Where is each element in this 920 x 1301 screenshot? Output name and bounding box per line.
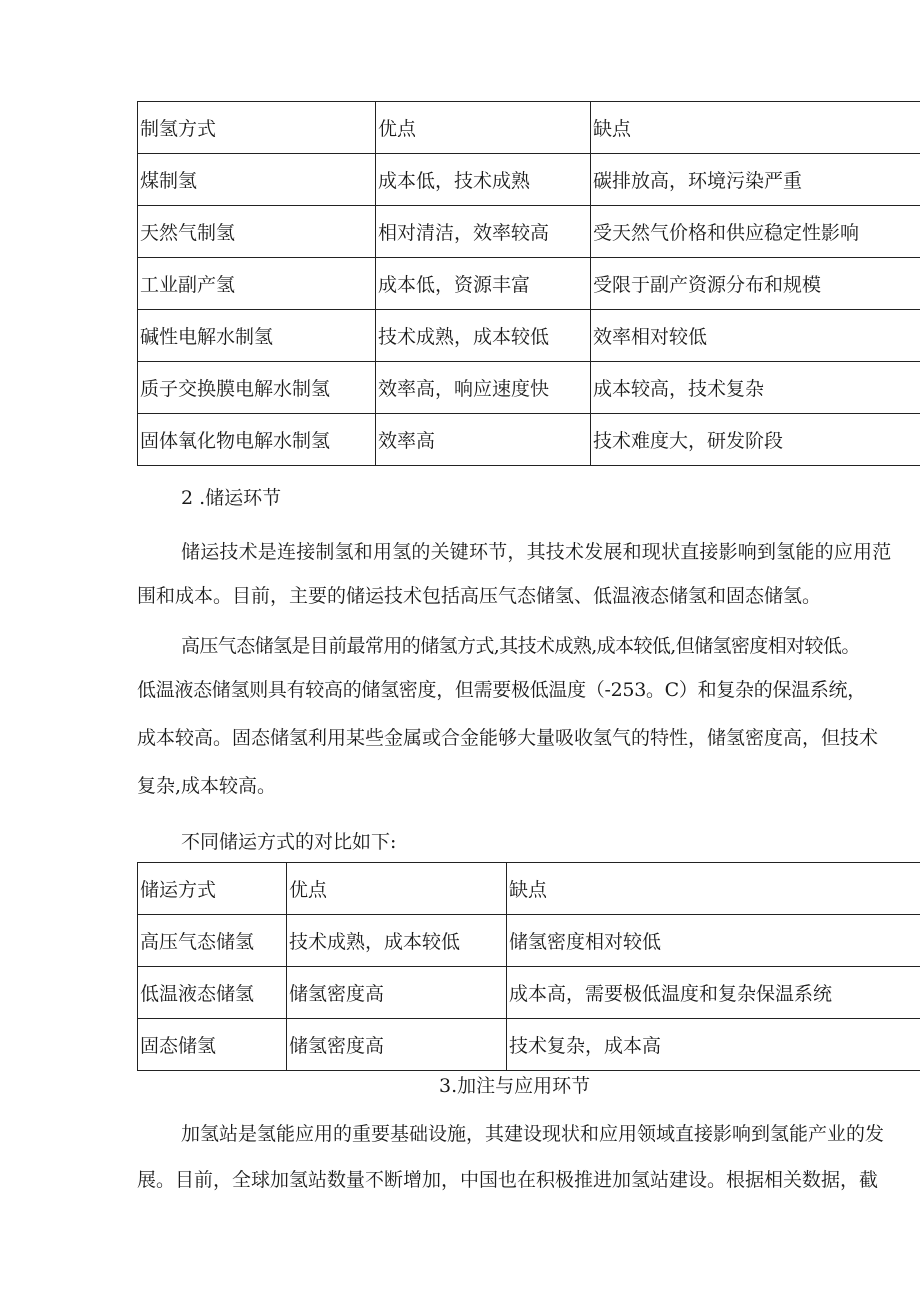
table-cell: 低温液态储氢 <box>138 967 287 1019</box>
paragraph-line: 加氢站是氢能应用的重要基础设施，其建设现状和应用领域直接影响到氢能产业的发 <box>181 1123 885 1145</box>
table-cell: 质子交换膜电解水制氢 <box>138 362 376 414</box>
table-row <box>138 1019 920 1071</box>
table-cell: 成本较高，技术复杂 <box>591 362 920 414</box>
table-row <box>138 915 920 967</box>
section-heading-refueling: 3.加注与应用环节 <box>439 1075 591 1097</box>
table-cell: 技术成熟，成本较低 <box>376 310 591 362</box>
paragraph-line: 展。目前，全球加氢站数量不断增加，中国也在积极推进加氢站建设。根据相关数据，截 <box>137 1169 879 1191</box>
header-cell: 制氢方式 <box>138 102 376 154</box>
table-cell: 成本低，技术成熟 <box>376 154 591 206</box>
table-cell: 固体氧化物电解水制氢 <box>138 414 376 466</box>
section-heading-storage: 2 .储运环节 <box>181 487 282 509</box>
table-cell: 受限于副产资源分布和规模 <box>591 258 920 310</box>
table-row <box>138 414 920 466</box>
table-cell: 效率相对较低 <box>591 310 920 362</box>
table-cell: 碳排放高，环境污染严重 <box>591 154 920 206</box>
storage-methods-table <box>137 862 920 1071</box>
table-cell: 工业副产氢 <box>138 258 376 310</box>
table-cell: 技术成熟，成本较低 <box>287 915 507 967</box>
paragraph-line: 围和成本。目前，主要的储运技术包括高压气态储氢、低温液态储氢和固态储氢。 <box>137 585 822 607</box>
table-cell: 技术难度大，研发阶段 <box>591 414 920 466</box>
header-cell: 储运方式 <box>138 863 287 915</box>
table-cell: 成本高，需要极低温度和复杂保温系统 <box>507 967 920 1019</box>
table-cell: 天然气制氢 <box>138 206 376 258</box>
table-header-row <box>138 863 920 915</box>
table-cell: 煤制氢 <box>138 154 376 206</box>
paragraph-line: 高压气态储氢是目前最常用的储氢方式,其技术成熟,成本较低,但储氢密度相对较低。 <box>181 635 860 657</box>
table-cell: 技术复杂，成本高 <box>507 1019 920 1071</box>
table-cell: 效率高，响应速度快 <box>376 362 591 414</box>
table-cell: 储氢密度高 <box>287 1019 507 1071</box>
table-cell: 碱性电解水制氢 <box>138 310 376 362</box>
paragraph-line: 复杂,成本较高。 <box>137 775 277 797</box>
table-cell: 固态储氢 <box>138 1019 287 1071</box>
table-row <box>138 967 920 1019</box>
table-row <box>138 206 920 258</box>
table-cell: 相对清洁，效率较高 <box>376 206 591 258</box>
table-row <box>138 154 920 206</box>
paragraph-line: 储运技术是连接制氢和用氢的关键环节，其技术发展和现状直接影响到氢能的应用范 <box>181 541 892 563</box>
table-cell: 受天然气价格和供应稳定性影响 <box>591 206 920 258</box>
header-cell: 缺点 <box>507 863 920 915</box>
table-cell: 储氢密度相对较低 <box>507 915 920 967</box>
table-cell: 效率高 <box>376 414 591 466</box>
table-row <box>138 310 920 362</box>
production-methods-table <box>137 101 920 466</box>
table-cell: 储氢密度高 <box>287 967 507 1019</box>
table-cell: 高压气态储氢 <box>138 915 287 967</box>
paragraph-line: 低温液态储氢则具有较高的储氢密度，但需要极低温度（-253。C）和复杂的保温系统， <box>137 679 866 701</box>
paragraph-line: 成本较高。固态储氢利用某些金属或合金能够大量吸收氢气的特性，储氢密度高，但技术 <box>137 727 879 749</box>
header-cell: 缺点 <box>591 102 920 154</box>
table-intro: 不同储运方式的对比如下: <box>181 831 397 853</box>
table-header-row <box>138 102 920 154</box>
header-cell: 优点 <box>287 863 507 915</box>
header-cell: 优点 <box>376 102 591 154</box>
table-row <box>138 362 920 414</box>
table-cell: 成本低，资源丰富 <box>376 258 591 310</box>
table-row <box>138 258 920 310</box>
